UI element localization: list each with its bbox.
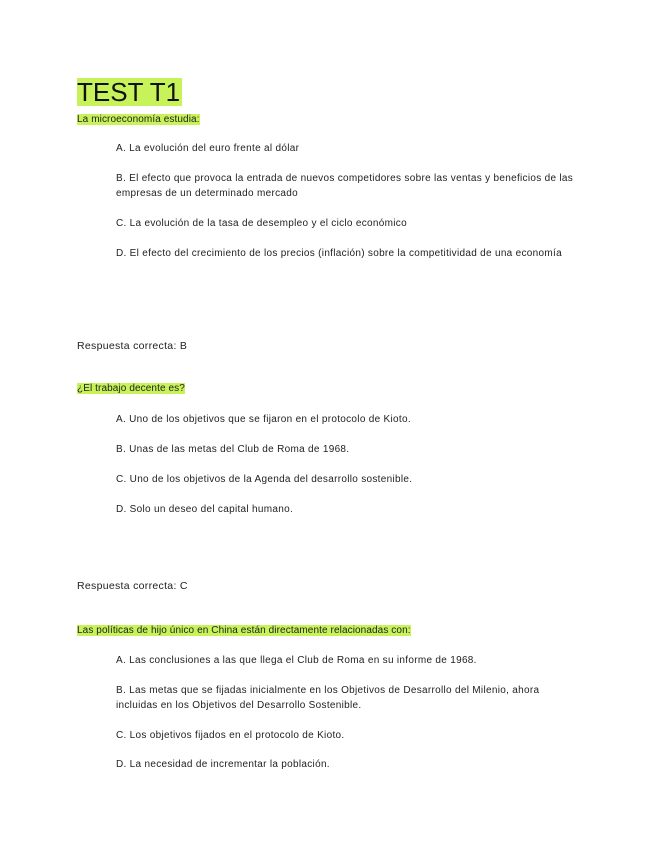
option-c: C. La evolución de la tasa de desempleo y el ciclo económico [116,218,407,229]
question-3 [77,624,411,637]
option-d: D. El efecto del crecimiento de los precios (inflación) sobre la competitividad de una economía [116,248,562,259]
question-prompt: ¿El trabajo decente es? [77,383,185,394]
option-a: A. Las conclusiones a las que llega el Club de Roma en su informe de 1968. [116,655,477,666]
question-1 [77,113,200,126]
option-b: B. Las metas que se fijadas inicialmente en los Objetivos de Desarrollo del Milenio, ahora incluidas en los Objetivos del Desarrollo Sostenible. [116,685,540,711]
question-prompt: Las políticas de hijo único en China están directamente relacionadas con: [77,625,411,636]
question-prompt: La microeconomía estudia: [77,114,200,125]
correct-answer: Respuesta correcta: B [77,340,188,352]
option-b: B. El efecto que provoca la entrada de nuevos competidores sobre las ventas y beneficios de las empresas de un determinado mercado [116,173,574,199]
option-c: C. Uno de los objetivos de la Agenda del desarrollo sostenible. [116,474,413,485]
option-c: C. Los objetivos fijados en el protocolo de Kioto. [116,730,345,741]
correct-answer: Respuesta correcta: C [77,580,188,592]
option-b: B. Unas de las metas del Club de Roma de 1968. [116,444,350,455]
option-a: A. La evolución del euro frente al dólar [116,143,300,154]
option-a: A. Uno de los objetivos que se fijaron en el protocolo de Kioto. [116,414,411,425]
option-d: D. Solo un deseo del capital humano. [116,504,294,515]
question-2 [77,382,185,395]
option-d: D. La necesidad de incrementar la población. [116,759,330,770]
page-title: TEST T1 [77,77,181,107]
